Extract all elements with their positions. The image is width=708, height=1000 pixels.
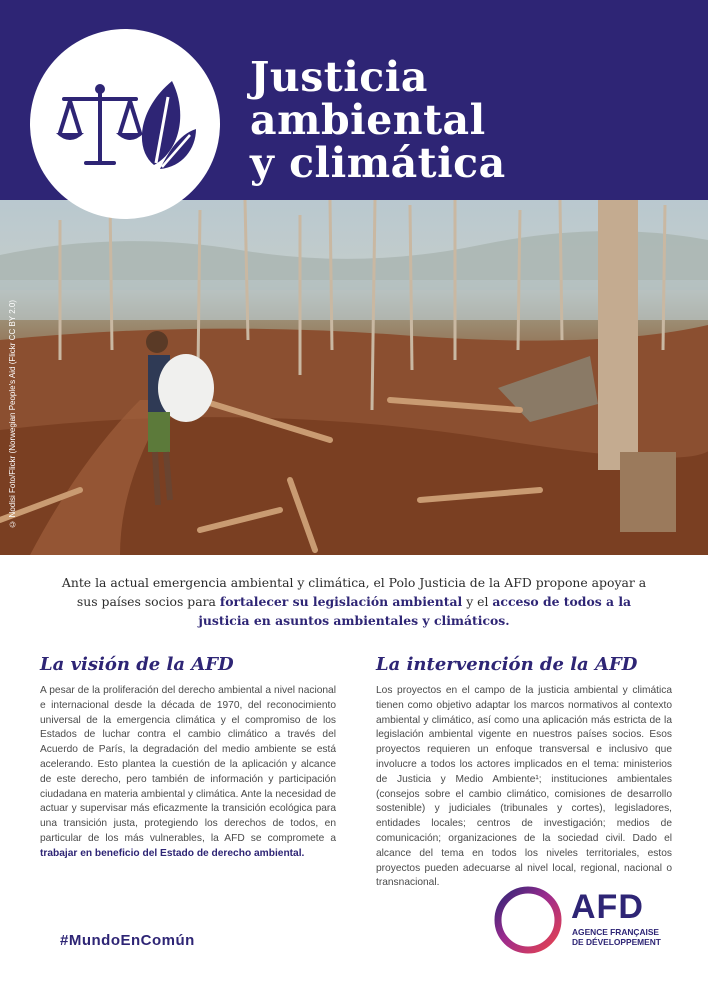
photo-credit: © Nodisi Foto/Flickr (Norwegian People's Aid (Flickr CC BY 2.0) <box>8 300 17 529</box>
deforestation-illustration <box>0 200 708 555</box>
theme-badge <box>30 29 220 219</box>
intervencion-heading: La intervención de la AFD <box>376 654 638 675</box>
intro-highlight-1: fortalecer su legislación ambiental <box>219 594 463 609</box>
title-line-1: Justicia <box>250 53 428 101</box>
vision-highlight: trabajar en beneficio del Estado de derecho ambiental. <box>40 847 305 859</box>
vision-body <box>40 684 336 862</box>
afd-brand-line-2: DE DÉVELOPPEMENT <box>572 937 661 947</box>
scales-and-leaves-icon <box>50 69 200 179</box>
afd-brand-line-1: AGENCE FRANÇAISE <box>572 927 660 937</box>
title-line-3: y climática <box>250 139 506 187</box>
vision-heading: La visión de la AFD <box>40 654 234 675</box>
intro-text-2: y el <box>462 594 493 609</box>
page-title <box>250 53 506 187</box>
afd-brand-name <box>572 927 661 947</box>
vision-text: A pesar de la proliferación del derecho ambiental a nivel nacional e internacional desde la década de 1970, del reconocimiento universal de la emergencia climática y el compromiso de los Estados de luchar contra el cambio climático a través del Acuerdo de París, la degradación del medio ambiente se está acelerando. Esto plantea la cuestión de la aplicación y alcance de este derecho, pero también de información y participación ciudadana en materia ambiental y climática. Ante la necesidad de actuar y supervisar más eficazmente la transición ecológica para una transición justa, protegiendo los derechos de todos, en particular de los más vulnerables, la AFD se compromete a <box>40 685 336 844</box>
intervencion-body: Los proyectos en el campo de la justicia ambiental y climática tienen como objetivo adaptar los marcos normativos al contexto ambiental y climático, así como una aplicación más estricta de la legislación ambiental vigente en nuestros países socios. Esos proyectos requieren un enfoque transversal e inclusivo que involucre a todos los actores implicados en el tema: ministerios de Justicia y Medio Ambiente¹; instituciones ambientales (consejos sobre el cambio climático, comisiones de desarrollo sostenible) y judiciales (tribunales y cortes), legisladores, entidades locales; centros de investigación; medios de comunicación; organizaciones de la sociedad civil. Dado el alcance del tema en todos los niveles territoriales, estos proyectos pueden adecuarse al nivel local, regional, nacional o transnacional. <box>376 685 672 889</box>
intro-highlight-2: acceso de todos a la justicia en asuntos ambientales y climáticos. <box>198 594 632 628</box>
intro-paragraph <box>50 573 658 630</box>
hashtag: #MundoEnComún <box>60 932 195 949</box>
title-line-2: ambiental <box>250 96 486 144</box>
afd-brand: AFD <box>571 888 644 926</box>
landscape-photo <box>0 200 708 555</box>
intro-text-1: Ante la actual emergencia ambiental y climática, el Polo Justicia de la AFD propone apoyar a sus países socios para <box>61 575 647 609</box>
